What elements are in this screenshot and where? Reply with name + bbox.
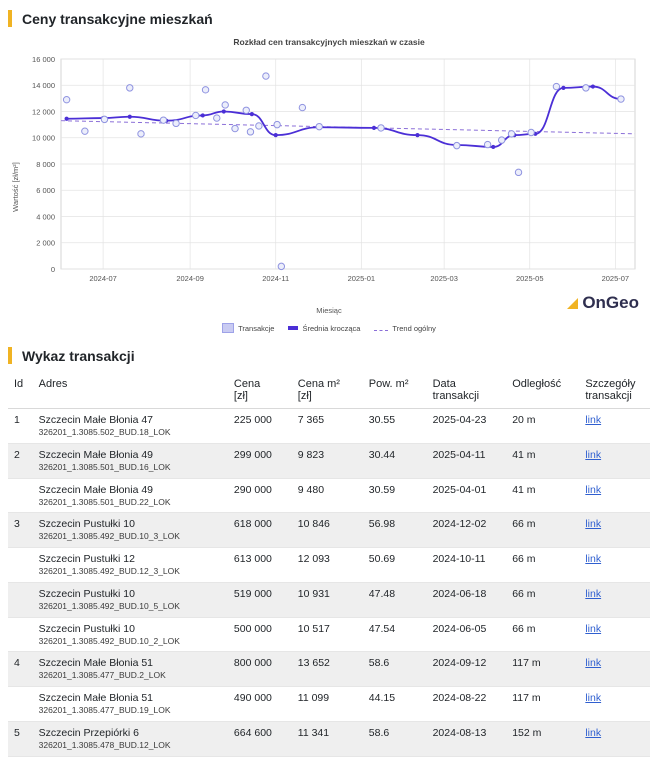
column-header-details-line2: transakcji: [585, 390, 632, 402]
cell-date: 2025-04-01: [427, 478, 507, 513]
cell-distance: 41 m: [506, 478, 579, 513]
svg-text:2025-01: 2025-01: [347, 274, 376, 283]
legend-item-trend: [374, 323, 436, 333]
svg-text:4 000: 4 000: [36, 212, 55, 222]
cell-area: 47.54: [363, 617, 427, 652]
cell-address: [33, 513, 228, 548]
table-heading-text: Wykaz transakcji: [22, 347, 135, 364]
cell-price: 290 000: [228, 478, 292, 513]
cell-price-m2: 10 846: [292, 513, 363, 548]
table-row: [8, 443, 650, 478]
address-main: Szczecin Małe Błonia 51: [38, 692, 154, 704]
column-header-area: Pow. m²: [363, 376, 427, 409]
table-row: [8, 721, 650, 756]
address-main: Szczecin Pustułki 10: [38, 587, 135, 600]
table-row: [8, 548, 650, 583]
legend-swatch-points-icon: [222, 323, 234, 333]
cell-details: [579, 582, 650, 617]
cell-date: 2024-10-11: [427, 548, 507, 583]
address-main: Szczecin Małe Błonia 51: [38, 657, 154, 670]
cell-price: 618 000: [228, 513, 292, 548]
cell-price-m2: 7 365: [292, 409, 363, 444]
address-main: Szczecin Przepiórki 6: [38, 726, 139, 739]
cell-id: 2: [8, 443, 33, 478]
column-header-address: Adres: [33, 376, 228, 409]
table-head: [8, 376, 650, 409]
column-header-id: Id: [8, 376, 33, 409]
cell-distance: 152 m: [506, 721, 579, 756]
cell-details: [579, 513, 650, 548]
cell-details: [579, 548, 650, 583]
address-main: Szczecin Pustułki 10: [38, 622, 135, 635]
details-link[interactable]: link: [585, 726, 602, 739]
cell-id: 1: [8, 409, 33, 444]
column-header-date-line2: transakcji: [432, 390, 480, 402]
address-parcel: 326201_1.3085.477_BUD.2_LOK: [38, 670, 166, 681]
legend-label-transakcje: Transakcje: [238, 323, 275, 333]
cell-distance: 66 m: [506, 513, 579, 548]
cell-date: 2024-09-12: [427, 652, 507, 687]
cell-id: [8, 687, 33, 722]
details-link[interactable]: link: [585, 518, 602, 531]
cell-price-m2: 9 823: [292, 443, 363, 478]
cell-distance: 66 m: [506, 548, 579, 583]
details-link[interactable]: link: [585, 587, 602, 600]
cell-details: [579, 617, 650, 652]
cell-distance: 20 m: [506, 409, 579, 444]
legend-label-srednia: Średnia krocząca: [302, 323, 361, 333]
svg-text:2025-05: 2025-05: [515, 274, 544, 283]
svg-text:10 000: 10 000: [32, 133, 55, 143]
address-parcel: 326201_1.3085.492_BUD.12_3_LOK: [38, 566, 180, 577]
column-header-price-m2-line1: Cena m²: [297, 378, 340, 390]
chart-plot-area: [9, 45, 649, 303]
cell-id: [8, 617, 33, 652]
cell-address: [33, 548, 228, 583]
cell-date: 2024-06-18: [427, 582, 507, 617]
cell-price: 519 000: [228, 582, 292, 617]
cell-details: [579, 721, 650, 756]
cell-address: [33, 409, 228, 444]
table-row: [8, 617, 650, 652]
svg-text:14 000: 14 000: [32, 81, 55, 91]
legend-swatch-line-icon: [288, 326, 298, 330]
cell-price: 664 600: [228, 721, 292, 756]
cell-area: 58.6: [363, 652, 427, 687]
triangle-logo-icon: [567, 298, 578, 309]
svg-text:2025-03: 2025-03: [430, 274, 458, 283]
table-row: [8, 582, 650, 617]
cell-distance: 66 m: [506, 582, 579, 617]
cell-area: 58.6: [363, 721, 427, 756]
svg-text:12 000: 12 000: [32, 107, 55, 117]
cell-price-m2: 11 099: [292, 687, 363, 722]
address-parcel: 326201_1.3085.492_BUD.10_2_LOK: [38, 635, 180, 646]
chart-x-axis-label: Miesiąc: [316, 306, 342, 315]
table-row: [8, 687, 650, 722]
legend-item-srednia: [288, 323, 360, 333]
cell-price: 225 000: [228, 409, 292, 444]
legend-label-trend: Trend ogólny: [392, 323, 436, 333]
svg-text:2024-07: 2024-07: [89, 274, 117, 283]
cell-date: 2025-04-23: [427, 409, 507, 444]
cell-area: 30.55: [363, 409, 427, 444]
cell-date: 2024-12-02: [427, 513, 507, 548]
address-parcel: 326201_1.3085.492_BUD.10_5_LOK: [38, 600, 180, 611]
cell-id: [8, 582, 33, 617]
chart-section-heading: [0, 0, 658, 37]
column-header-price-line2: [zł]: [233, 390, 248, 402]
column-header-price: [228, 376, 292, 409]
column-header-date: [427, 376, 507, 409]
brand-name: OnGeo: [582, 293, 639, 312]
cell-details: [579, 478, 650, 513]
table-header-row: [8, 376, 650, 409]
svg-text:2024-09: 2024-09: [176, 274, 204, 283]
address-main: Szczecin Pustułki 10: [38, 518, 135, 531]
cell-price: 500 000: [228, 617, 292, 652]
cell-area: 56.98: [363, 513, 427, 548]
address-parcel: 326201_1.3085.478_BUD.12_LOK: [38, 739, 171, 750]
cell-address: [33, 478, 228, 513]
cell-id: 5: [8, 721, 33, 756]
details-link[interactable]: link: [585, 448, 602, 461]
cell-id: [8, 478, 33, 513]
cell-details: [579, 409, 650, 444]
accent-bar-icon-2: [8, 347, 12, 364]
cell-area: 47.48: [363, 582, 427, 617]
cell-price: 800 000: [228, 652, 292, 687]
svg-text:6 000: 6 000: [36, 186, 55, 196]
cell-price-m2: 10 931: [292, 582, 363, 617]
svg-text:8 000: 8 000: [36, 159, 55, 169]
cell-price-m2: 12 093: [292, 548, 363, 583]
details-link[interactable]: link: [585, 483, 602, 496]
cell-price-m2: 10 517: [292, 617, 363, 652]
cell-area: 44.15: [363, 687, 427, 722]
legend-swatch-dashed-icon: [374, 326, 388, 331]
chart-title: Rozkład cen transakcyjnych mieszkań w czasie: [233, 37, 425, 47]
brand-logo: [567, 293, 639, 313]
cell-date: 2024-08-13: [427, 721, 507, 756]
cell-date: 2024-06-05: [427, 617, 507, 652]
address-main: Szczecin Małe Błonia 47: [38, 414, 154, 426]
column-header-details-line1: Szczegóły: [585, 378, 636, 390]
cell-address: [33, 652, 228, 687]
cell-price-m2: 9 480: [292, 478, 363, 513]
cell-distance: 117 m: [506, 652, 579, 687]
cell-date: 2025-04-11: [427, 443, 507, 478]
price-chart: [9, 37, 649, 337]
cell-address: [33, 582, 228, 617]
address-parcel: 326201_1.3085.501_BUD.22_LOK: [38, 496, 171, 507]
cell-address: [33, 617, 228, 652]
table-row: [8, 652, 650, 687]
cell-price: 299 000: [228, 443, 292, 478]
column-header-details: [579, 376, 650, 409]
accent-bar-icon: [8, 10, 12, 27]
chart-y-axis-label: Wartość [zł/m²]: [11, 162, 20, 212]
cell-price: 613 000: [228, 548, 292, 583]
cell-details: [579, 687, 650, 722]
address-main: Szczecin Małe Błonia 49: [38, 448, 154, 461]
cell-id: [8, 548, 33, 583]
cell-date: 2024-08-22: [427, 687, 507, 722]
address-parcel: 326201_1.3085.501_BUD.16_LOK: [38, 461, 171, 472]
column-header-date-line1: Data: [432, 378, 456, 390]
cell-address: [33, 687, 228, 722]
address-main: Szczecin Małe Błonia 49: [38, 483, 154, 496]
cell-area: 50.69: [363, 548, 427, 583]
cell-price: 490 000: [228, 687, 292, 722]
address-parcel: 326201_1.3085.502_BUD.18_LOK: [38, 427, 171, 438]
table-row: [8, 409, 650, 444]
address-main: Szczecin Pustułki 12: [38, 553, 135, 565]
details-link[interactable]: link: [585, 692, 602, 704]
cell-address: [33, 721, 228, 756]
column-header-distance: Odległość: [506, 376, 579, 409]
transactions-table: [8, 376, 650, 757]
chart-heading-text: Ceny transakcyjne mieszkań: [22, 10, 213, 27]
svg-text:2024-11: 2024-11: [262, 274, 290, 283]
cell-details: [579, 443, 650, 478]
cell-distance: 66 m: [506, 617, 579, 652]
details-link[interactable]: link: [585, 657, 602, 670]
table-row: [8, 478, 650, 513]
column-header-price-line1: Cena: [233, 378, 261, 390]
table-row: [8, 513, 650, 548]
cell-price-m2: 11 341: [292, 721, 363, 756]
svg-text:2 000: 2 000: [36, 238, 55, 248]
cell-distance: 41 m: [506, 443, 579, 478]
cell-id: 4: [8, 652, 33, 687]
details-link[interactable]: link: [585, 414, 602, 426]
svg-text:0: 0: [50, 264, 55, 274]
table-body: [8, 409, 650, 757]
address-parcel: 326201_1.3085.492_BUD.10_3_LOK: [38, 531, 180, 542]
chart-legend: [9, 323, 649, 333]
column-header-price-m2-line2: [zł]: [297, 390, 312, 402]
details-link[interactable]: link: [585, 553, 602, 565]
legend-item-transakcje: [222, 323, 274, 333]
cell-price-m2: 13 652: [292, 652, 363, 687]
column-header-price-m2: [292, 376, 363, 409]
address-parcel: 326201_1.3085.477_BUD.19_LOK: [38, 705, 171, 716]
cell-distance: 117 m: [506, 687, 579, 722]
cell-area: 30.44: [363, 443, 427, 478]
cell-area: 30.59: [363, 478, 427, 513]
cell-details: [579, 652, 650, 687]
details-link[interactable]: link: [585, 622, 602, 635]
cell-address: [33, 443, 228, 478]
svg-text:16 000: 16 000: [32, 54, 55, 64]
svg-text:2025-07: 2025-07: [601, 274, 630, 283]
cell-id: 3: [8, 513, 33, 548]
table-section-heading: [0, 337, 658, 374]
